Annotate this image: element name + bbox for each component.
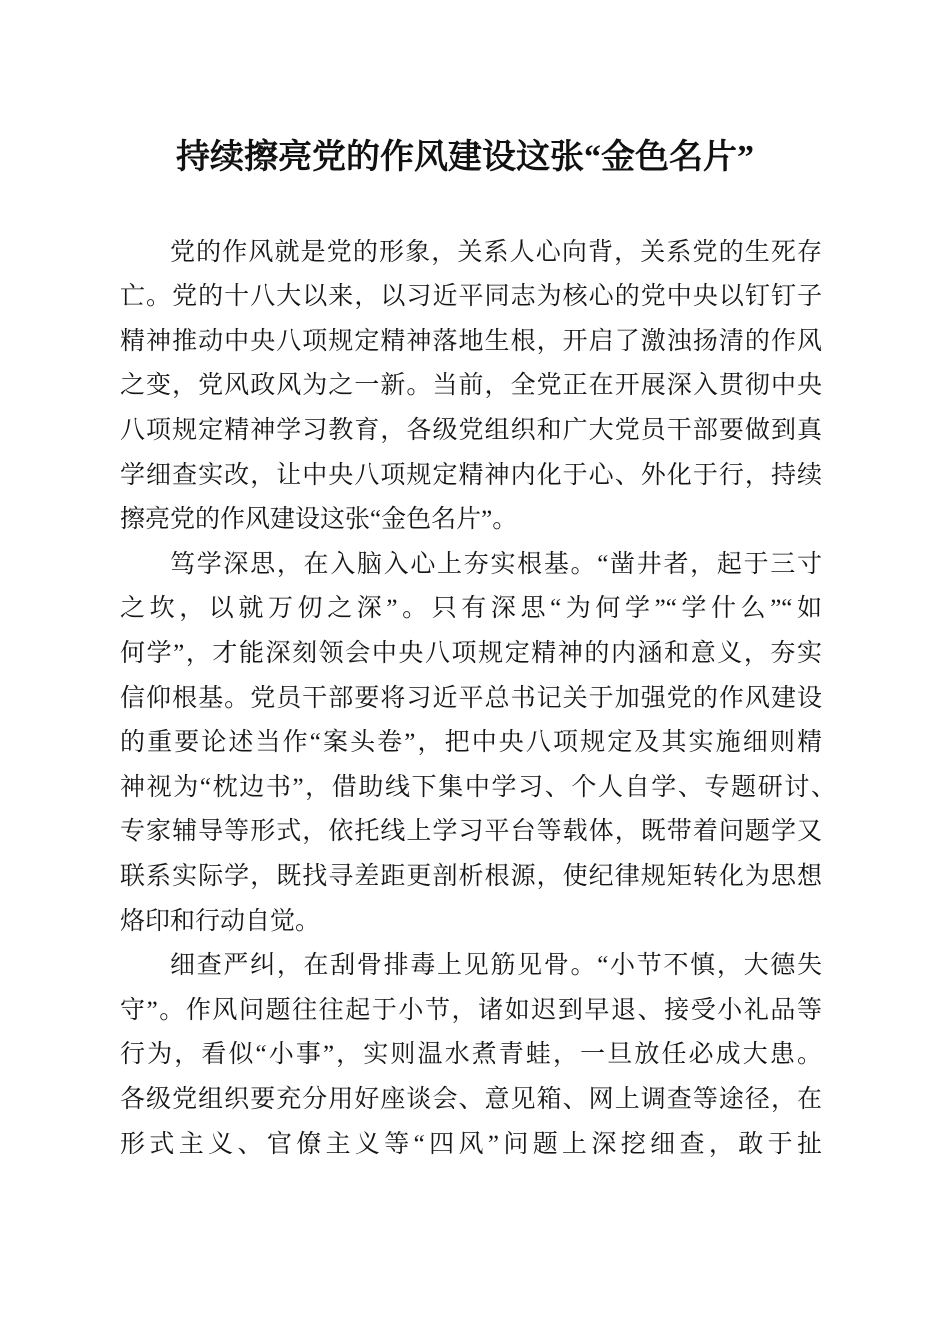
- paragraph-line: 精神推动中央八项规定精神落地生根，开启了激浊扬清的作风: [120, 327, 822, 355]
- document-title: 持续擦亮党的作风建设这张“金色名片”: [176, 139, 754, 176]
- paragraph-line: 的重要论述当作“案头卷”，把中央八项规定及其实施细则精: [120, 729, 822, 757]
- body-paragraph-1: [120, 231, 822, 543]
- body-paragraph-3: [120, 944, 822, 1167]
- paragraph-line: 神视为“枕边书”，借助线下集中学习、个人自学、专题研讨、: [120, 773, 836, 801]
- paragraph-line: 各级党组织要充分用好座谈会、意见箱、网上调查等途径，在: [120, 1085, 822, 1113]
- paragraph-line: 笃学深思，在入脑入心上夯实根基。“凿井者，起于三寸: [170, 550, 822, 578]
- paragraph-line: 擦亮党的作风建设这张“金色名片”。: [120, 506, 518, 534]
- paragraph-line: 之坎，以就万仞之深”。只有深思“为何学”“学什么”“如: [120, 595, 822, 623]
- paragraph-line: 专家辅导等形式，依托线上学习平台等载体，既带着问题学又: [120, 818, 822, 846]
- body-paragraph-2: [120, 543, 836, 944]
- paragraph-line: 八项规定精神学习教育，各级党组织和广大党员干部要做到真: [120, 417, 822, 445]
- paragraph-line: 守”。作风问题往往起于小节，诸如迟到早退、接受小礼品等: [120, 996, 822, 1024]
- paragraph-line: 信仰根基。党员干部要将习近平总书记关于加强党的作风建设: [120, 684, 822, 712]
- paragraph-line: 形式主义、官僚主义等“四风”问题上深挖细查，敢于扯: [120, 1130, 822, 1158]
- paragraph-line: 党的作风就是党的形象，关系人心向背，关系党的生死存: [170, 238, 822, 266]
- paragraph-line: 何学”，才能深刻领会中央八项规定精神的内涵和意义，夯实: [120, 640, 822, 668]
- paragraph-line: 联系实际学，既找寻差距更剖析根源，使纪律规矩转化为思想: [120, 863, 822, 890]
- paragraph-line: 行为，看似“小事”，实则温水煮青蛙，一旦放任必成大患。: [120, 1041, 822, 1069]
- paragraph-line: 烙印和行动自觉。: [120, 907, 321, 935]
- paragraph-line: 细查严纠，在刮骨排毒上见筋见骨。“小节不慎，大德失: [170, 952, 822, 980]
- document-body: [120, 231, 836, 1167]
- paragraph-line: 之变，党风政风为之一新。当前，全党正在开展深入贯彻中央: [120, 372, 822, 400]
- paragraph-line: 亡。党的十八大以来，以习近平同志为核心的党中央以钉钉子: [120, 283, 822, 311]
- paragraph-line: 学细查实改，让中央八项规定精神内化于心、外化于行，持续: [120, 461, 822, 489]
